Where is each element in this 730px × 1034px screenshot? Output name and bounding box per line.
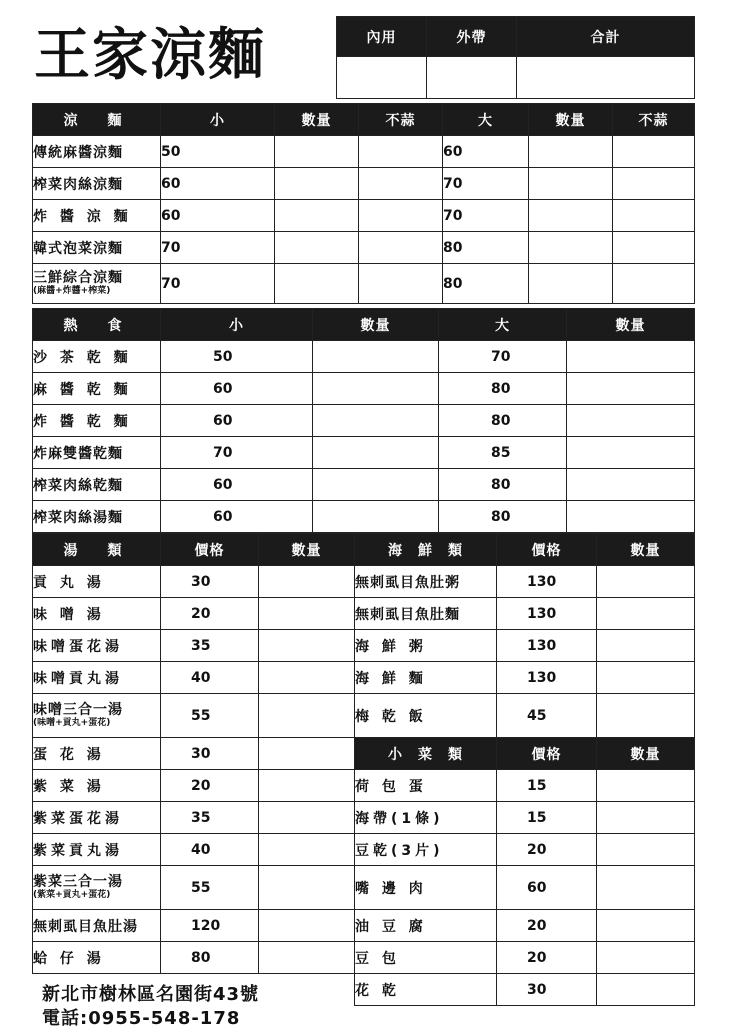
item-name [33,694,161,738]
qty-cell[interactable] [259,630,355,662]
qty-cell[interactable] [529,136,613,168]
item-name: 榨菜肉絲涼麵 [33,168,161,200]
table-row [33,200,695,232]
table-row [33,662,355,694]
item-name: 無刺虱目魚肚麵 [355,598,497,630]
qty-cell[interactable] [597,834,695,866]
qty-cell[interactable] [275,200,359,232]
price: 55 [161,866,259,910]
qty-cell[interactable] [597,974,695,1006]
item-name: 荷 包 蛋 [355,770,497,802]
large-price: 80 [439,501,567,533]
item-name: 無刺虱目魚肚粥 [355,566,497,598]
no-garlic-cell[interactable] [359,264,443,304]
price: 15 [497,770,597,802]
price: 130 [497,598,597,630]
price: 30 [161,566,259,598]
item-name: 沙 茶 乾 麵 [33,341,161,373]
item-name: 豆乾(3片) [355,834,497,866]
price: 20 [161,770,259,802]
qty-header: 數量 [529,104,613,136]
no-garlic-cell[interactable] [359,200,443,232]
small-header: 小 [161,309,313,341]
table-row [33,834,355,866]
price: 30 [161,738,259,770]
item-name: 油 豆 腐 [355,910,497,942]
large-price: 80 [443,232,529,264]
qty-header: 數量 [567,309,695,341]
price-header: 價格 [497,738,597,770]
table-row [355,566,695,598]
item-name: 紫 菜 湯 [33,770,161,802]
price: 130 [497,630,597,662]
item-name-note: (紫菜+貢丸+蛋花) [33,889,111,900]
table-row [33,770,355,802]
takeout-field[interactable] [427,57,517,99]
price: 35 [161,802,259,834]
item-name: 嘴 邊 肉 [355,866,497,910]
qty-cell[interactable] [597,662,695,694]
table-row [33,630,355,662]
qty-cell[interactable] [597,598,695,630]
large-price: 70 [443,200,529,232]
dine-in-label: 內用 [337,17,427,57]
item-name: 味噌蛋花湯 [33,630,161,662]
item-name: 韓式泡菜涼麵 [33,232,161,264]
qty-cell[interactable] [567,405,695,437]
table-row [355,866,695,910]
item-name-note: (麻醬+炸醬+榨菜) [33,285,111,296]
no-garlic-header: 不蒜 [359,104,443,136]
dine-in-field[interactable] [337,57,427,99]
table-row [355,834,695,866]
item-name: 蛤 仔 湯 [33,942,161,974]
price: 20 [497,910,597,942]
qty-cell[interactable] [597,770,695,802]
phone: 電話:0955-548-178 [42,1008,241,1029]
item-name: 榨菜肉絲湯麵 [33,501,161,533]
small-price: 50 [161,136,275,168]
item-name-main: 味噌三合一湯 [33,701,123,718]
item-name: 貢 丸 湯 [33,566,161,598]
table-row [33,866,355,910]
price: 120 [161,910,259,942]
no-garlic-cell[interactable] [359,168,443,200]
price: 35 [161,630,259,662]
qty-cell[interactable] [567,469,695,501]
table-row [33,501,695,533]
qty-cell[interactable] [313,405,439,437]
table-row [33,136,695,168]
qty-header: 數量 [275,104,359,136]
small-price: 60 [161,168,275,200]
item-name: 無刺虱目魚肚湯 [33,910,161,942]
small-price: 60 [161,501,313,533]
large-price: 60 [443,136,529,168]
side-dishes-table [354,737,695,1006]
large-price: 80 [439,373,567,405]
item-name: 味 噌 湯 [33,598,161,630]
table-row [33,910,355,942]
qty-cell[interactable] [313,501,439,533]
qty-cell[interactable] [529,232,613,264]
item-name: 豆 包 [355,942,497,974]
table-row [355,974,695,1006]
table-row [33,469,695,501]
item-name: 味噌貢丸湯 [33,662,161,694]
qty-cell[interactable] [597,630,695,662]
table-row [33,232,695,264]
soups-header: 湯 類 [33,534,161,566]
qty-header: 數量 [259,534,355,566]
price: 30 [497,974,597,1006]
qty-cell[interactable] [313,437,439,469]
large-price: 80 [439,405,567,437]
qty-cell[interactable] [567,437,695,469]
qty-header: 數量 [313,309,439,341]
qty-cell[interactable] [275,168,359,200]
no-garlic-cell[interactable] [613,232,695,264]
item-name: 麻 醬 乾 麵 [33,373,161,405]
small-price: 60 [161,405,313,437]
item-name: 海帶(1條) [355,802,497,834]
qty-cell[interactable] [529,200,613,232]
large-price: 70 [443,168,529,200]
table-row [355,802,695,834]
total-field[interactable] [517,57,695,99]
item-name: 炸 醬 乾 麵 [33,405,161,437]
price-header: 價格 [161,534,259,566]
qty-cell[interactable] [529,168,613,200]
item-name: 海 鮮 麵 [355,662,497,694]
large-price: 80 [439,469,567,501]
cold-noodles-table [32,103,695,304]
table-row [33,942,355,974]
item-name: 紫菜貢丸湯 [33,834,161,866]
price-header: 價格 [497,534,597,566]
table-row [33,598,355,630]
no-garlic-cell[interactable] [359,232,443,264]
price: 45 [497,694,597,738]
price: 40 [161,834,259,866]
qty-cell[interactable] [597,942,695,974]
qty-cell[interactable] [259,834,355,866]
table-row [33,373,695,405]
qty-cell[interactable] [567,501,695,533]
no-garlic-cell[interactable] [613,168,695,200]
table-row [355,598,695,630]
qty-cell[interactable] [259,566,355,598]
table-row [355,910,695,942]
large-price: 70 [439,341,567,373]
hot-food-header: 熱 食 [33,309,161,341]
table-row [33,566,355,598]
price: 130 [497,662,597,694]
qty-cell[interactable] [259,942,355,974]
price: 20 [161,598,259,630]
takeout-label: 外帶 [427,17,517,57]
table-row [355,942,695,974]
item-name [33,264,161,304]
table-row [33,694,355,738]
qty-cell[interactable] [275,232,359,264]
no-garlic-cell[interactable] [613,200,695,232]
item-name: 紫菜蛋花湯 [33,802,161,834]
large-price: 85 [439,437,567,469]
qty-cell[interactable] [567,341,695,373]
table-row [355,630,695,662]
large-header: 大 [443,104,529,136]
item-name-main: 紫菜三合一湯 [33,873,123,890]
qty-cell[interactable] [275,264,359,304]
qty-cell[interactable] [259,910,355,942]
qty-cell[interactable] [313,469,439,501]
table-row [355,694,695,738]
item-name: 榨菜肉絲乾麵 [33,469,161,501]
qty-cell[interactable] [275,136,359,168]
qty-cell[interactable] [259,662,355,694]
table-row [33,437,695,469]
price: 40 [161,662,259,694]
qty-cell[interactable] [259,738,355,770]
price: 80 [161,942,259,974]
item-name: 海 鮮 粥 [355,630,497,662]
qty-cell[interactable] [259,802,355,834]
table-row [33,168,695,200]
table-row [33,264,695,304]
qty-cell[interactable] [597,694,695,738]
side-dishes-header: 小 菜 類 [355,738,497,770]
item-name: 傳統麻醬涼麵 [33,136,161,168]
qty-cell[interactable] [313,341,439,373]
seafood-table [354,533,695,738]
small-price: 60 [161,200,275,232]
small-price: 50 [161,341,313,373]
price: 20 [497,834,597,866]
small-price: 70 [161,264,275,304]
qty-cell[interactable] [529,264,613,304]
hot-food-table [32,308,695,533]
qty-cell[interactable] [567,373,695,405]
qty-cell[interactable] [259,866,355,910]
table-row [33,341,695,373]
table-row [355,662,695,694]
large-price: 80 [443,264,529,304]
table-row [33,405,695,437]
large-header: 大 [439,309,567,341]
qty-cell[interactable] [259,770,355,802]
small-price: 60 [161,469,313,501]
qty-cell[interactable] [259,598,355,630]
item-name [33,866,161,910]
small-price: 70 [161,232,275,264]
soups-table [32,533,355,974]
qty-cell[interactable] [597,566,695,598]
no-garlic-cell[interactable] [613,136,695,168]
price: 130 [497,566,597,598]
address: 新北市樹林區名園街43號 [42,984,260,1005]
small-price: 70 [161,437,313,469]
cold-noodles-header: 涼 麵 [33,104,161,136]
item-name-main: 三鮮綜合涼麵 [33,269,123,286]
no-garlic-header: 不蒜 [613,104,695,136]
total-label: 合計 [517,17,695,57]
qty-cell[interactable] [313,373,439,405]
item-name-note: (味噌+貢丸+蛋花) [33,717,111,728]
price: 55 [161,694,259,738]
item-name: 花 乾 [355,974,497,1006]
qty-cell[interactable] [597,866,695,910]
item-name: 炸 醬 涼 麵 [33,200,161,232]
item-name: 炸麻雙醬乾麵 [33,437,161,469]
seafood-header: 海 鮮 類 [355,534,497,566]
item-name: 梅 乾 飯 [355,694,497,738]
qty-cell[interactable] [259,694,355,738]
no-garlic-cell[interactable] [359,136,443,168]
price: 20 [497,942,597,974]
table-row [355,770,695,802]
no-garlic-cell[interactable] [613,264,695,304]
order-type-box [336,16,695,99]
price: 15 [497,802,597,834]
shop-title: 王家涼麵 [34,22,266,88]
table-row [33,738,355,770]
table-row [33,802,355,834]
item-name: 蛋 花 湯 [33,738,161,770]
price: 60 [497,866,597,910]
small-price: 60 [161,373,313,405]
small-header: 小 [161,104,275,136]
qty-cell[interactable] [597,910,695,942]
qty-header: 數量 [597,738,695,770]
qty-cell[interactable] [597,802,695,834]
qty-header: 數量 [597,534,695,566]
